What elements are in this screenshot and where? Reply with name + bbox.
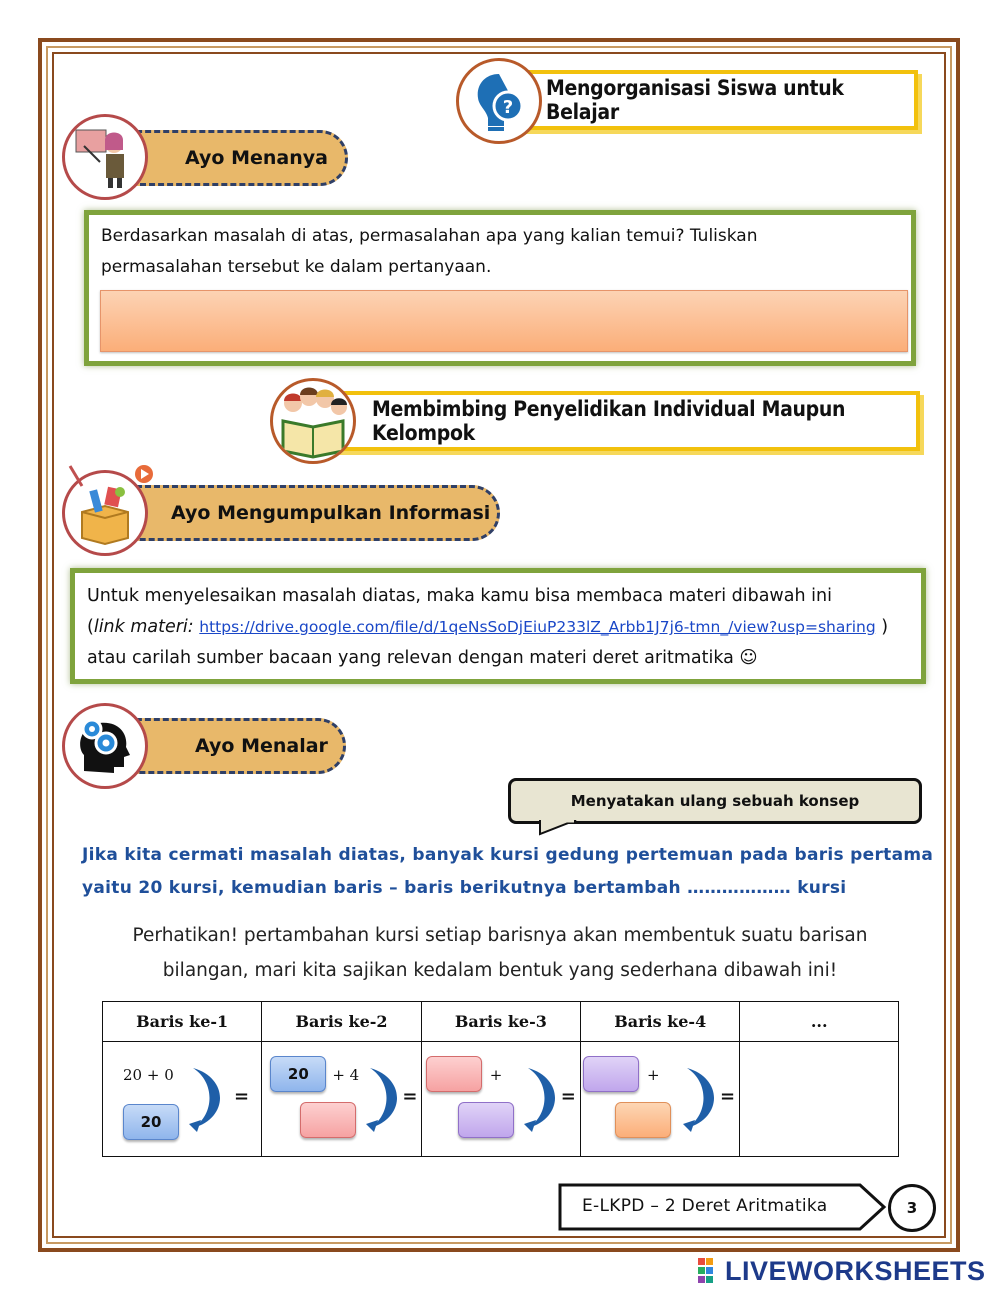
question-box (84, 210, 916, 366)
liveworksheets-logo-icon (698, 1258, 722, 1284)
lightbulb-question-icon (456, 58, 542, 144)
pencil-icon (66, 464, 86, 488)
info-line2 (87, 612, 888, 643)
liveworksheets-logo (698, 1256, 986, 1286)
curved-arrow-icon (189, 1064, 225, 1132)
section-label-text: Ayo Menalar (195, 735, 328, 757)
table-header: Baris ke-3 (421, 1002, 580, 1042)
statement-line2: yaitu 20 kursi, kemudian baris – baris berikutnya bertambah ……………… kursi (82, 878, 847, 898)
section-label-text: Ayo Menanya (185, 147, 328, 169)
svg-text:?: ? (502, 97, 514, 118)
callout-tail (536, 820, 586, 836)
phase-banner-investigate (336, 391, 920, 451)
callout-text: Menyatakan ulang sebuah konsep (570, 792, 860, 810)
table-cell-baris-2 (262, 1042, 421, 1157)
table-header: Baris ke-4 (581, 1002, 740, 1042)
footer-title: E-LKPD – 2 Deret Aritmatika (582, 1196, 828, 1216)
equals-sign: = (720, 1086, 736, 1107)
sequence-table (102, 1001, 899, 1157)
answer-input-question[interactable] (100, 290, 908, 352)
answer-input-row3-second[interactable] (458, 1102, 514, 1138)
info-paren-open: ( (87, 617, 94, 637)
section-label-ayo-mengumpulkan-informasi (108, 485, 500, 541)
page-number-text: 3 (906, 1199, 918, 1217)
row2-plus: + 4 (332, 1066, 360, 1084)
teacher-icon (62, 114, 148, 200)
info-link-label: link materi: (93, 617, 194, 637)
info-line3: atau carilah sumber bacaan yang relevan dengan materi deret aritmatika ☺ (87, 648, 758, 668)
phase-title: Mengorganisasi Siswa untuk Belajar (546, 76, 844, 124)
table-cell-baris-3 (421, 1042, 580, 1157)
table-header: ... (740, 1002, 899, 1042)
table-header: Baris ke-1 (103, 1002, 262, 1042)
phase-title: Membimbing Penyelidikan Individual Maupun Kelompok (372, 397, 846, 445)
table-cell-baris-4 (581, 1042, 740, 1157)
materi-link[interactable]: https://drive.google.com/file/d/1qeNsSoDjEiuP233lZ_Arbb1J7j6-tmn_/view?usp=sharing (199, 618, 876, 636)
statement-line1: Jika kita cermati masalah diatas, banyak kursi gedung pertemuan pada baris pertama (82, 845, 934, 865)
answer-input-row4-first[interactable] (583, 1056, 639, 1092)
kids-reading-book-icon (270, 378, 356, 464)
info-paren-close: ) (881, 617, 889, 637)
table-header: Baris ke-2 (262, 1002, 421, 1042)
answer-input-row3-first[interactable] (426, 1056, 482, 1092)
row3-plus: + (489, 1066, 503, 1084)
curved-arrow-icon (524, 1064, 560, 1132)
info-line1: Untuk menyelesaikan masalah diatas, maka kamu bisa membaca materi dibawah ini (87, 586, 832, 606)
question-prompt-line1: Berdasarkan masalah di atas, permasalahan apa yang kalian temui? Tuliskan (101, 226, 758, 246)
row1-result-chip: 20 (123, 1104, 179, 1140)
curved-arrow-icon (366, 1064, 402, 1132)
equals-sign: = (560, 1086, 576, 1107)
section-label-text: Ayo Mengumpulkan Informasi (171, 502, 491, 524)
table-cell-baris-1 (103, 1042, 262, 1157)
row2-first-chip: 20 (270, 1056, 326, 1092)
page-number (888, 1184, 936, 1232)
instruction-line1: Perhatikan! pertambahan kursi setiap barisnya akan membentuk suatu barisan (132, 925, 868, 946)
concept-callout (508, 778, 922, 824)
play-icon (126, 462, 156, 488)
instruction-line2: bilangan, mari kita sajikan kedalam bentuk yang sederhana dibawah ini! (162, 960, 838, 981)
info-box (70, 568, 926, 684)
equals-sign: = (234, 1086, 250, 1107)
liveworksheets-wordmark: LIVEWORKSHEETS (725, 1255, 986, 1286)
head-gears-icon (62, 703, 148, 789)
table-cell-next (740, 1042, 899, 1157)
curved-arrow-icon (683, 1064, 719, 1132)
row4-plus: + (647, 1066, 660, 1084)
answer-input-row2[interactable] (300, 1102, 356, 1138)
equals-sign: = (402, 1086, 418, 1107)
row1-expression: 20 + 0 (123, 1066, 174, 1084)
answer-input-row4-second[interactable] (615, 1102, 671, 1138)
phase-banner-organize (508, 70, 918, 130)
question-prompt-line2: permasalahan tersebut ke dalam pertanyaan. (101, 257, 492, 277)
